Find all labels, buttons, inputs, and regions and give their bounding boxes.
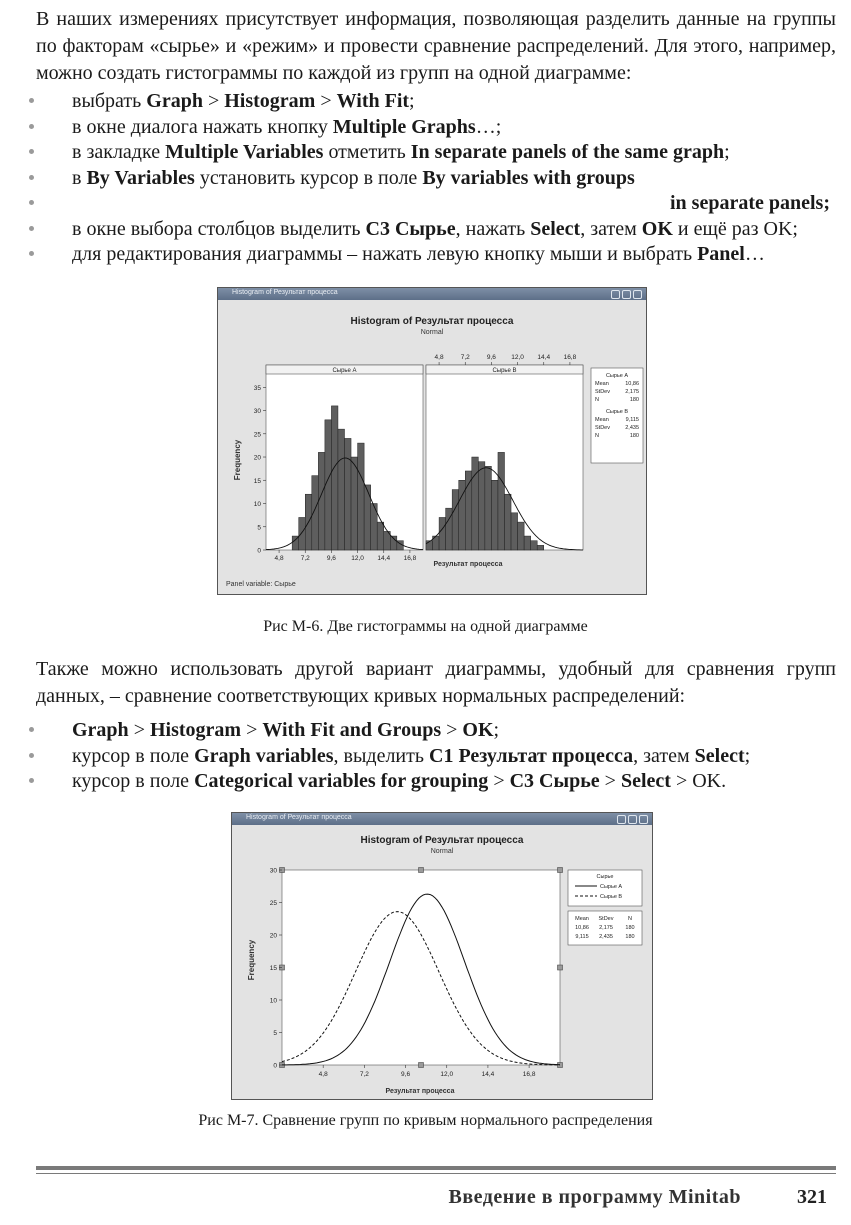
stats-header: Mean — [575, 916, 589, 922]
bullet-icon — [29, 149, 34, 154]
top-tick-label: 12,0 — [511, 354, 524, 361]
top-tick-label: 14,4 — [537, 354, 551, 361]
bold-term: Select — [620, 770, 671, 792]
bold-term: in separate panels; — [670, 192, 830, 214]
step-text: > OK. — [670, 770, 727, 792]
histogram-bar — [511, 513, 518, 550]
page-number: 321 — [797, 1186, 827, 1208]
x-tick-label: 12,0 — [440, 1071, 454, 1078]
step-text: выбрать — [72, 90, 147, 112]
window-titlebar — [218, 288, 646, 300]
window-title: Histogram of Результат процесса — [232, 289, 338, 296]
bullet-icon — [29, 175, 34, 180]
x-axis-label-2: Результат процесса — [385, 1088, 455, 1095]
bottom-tick-label: 9,6 — [326, 555, 336, 562]
legend-stat-value: 180 — [629, 397, 639, 403]
minimize-icon[interactable] — [611, 290, 620, 299]
bullet-icon — [29, 727, 34, 732]
step-item — [28, 744, 838, 770]
bold-term: C1 Результат процесса — [429, 744, 634, 767]
stats-header: N — [628, 916, 632, 922]
legend-stat-name: N — [595, 433, 599, 439]
stats-cell: 10,86 — [575, 925, 589, 931]
chart-subtitle: Normal — [420, 329, 444, 336]
histogram-bar — [345, 438, 352, 550]
step-text: в окне выбора столбцов выделить — [72, 217, 366, 240]
histogram-bar — [338, 429, 345, 550]
histogram-bar — [478, 462, 485, 550]
bullet-icon — [29, 753, 34, 758]
top-tick-label: 4,8 — [434, 354, 444, 361]
histogram-bar — [331, 406, 338, 550]
footer-rule — [36, 1166, 836, 1170]
histogram-bar — [518, 522, 525, 550]
y-tick-label: 30 — [253, 408, 261, 416]
histogram-bar — [351, 457, 358, 550]
bold-term: Select — [530, 217, 581, 240]
legend-stat-name: StDev — [595, 425, 610, 431]
legend-stat-name: Mean — [595, 417, 609, 423]
y-tick-label: 0 — [273, 1062, 277, 1070]
legend-item-b: Сырье B — [600, 894, 623, 900]
stats-cell: 2,435 — [599, 934, 613, 940]
bold-term: Select — [694, 744, 745, 767]
bold-term: Histogram — [149, 719, 242, 741]
step-text: установить курсор в поле — [194, 166, 423, 189]
minimize-icon[interactable] — [617, 815, 626, 824]
stats-cell: 180 — [625, 925, 635, 931]
step-text: ; — [744, 744, 751, 767]
step-text: , выделить — [333, 744, 429, 767]
steps-list-histogram — [28, 89, 838, 268]
step-item — [28, 89, 838, 115]
step-text: > — [315, 90, 337, 112]
bullet-icon — [29, 98, 34, 103]
stats-cell: 2,175 — [599, 925, 613, 931]
bold-term: With Fit and Groups — [262, 719, 442, 741]
step-text: для редактирования диаграммы – нажать левую кнопку мыши и выбрать — [72, 243, 698, 265]
chart-subtitle-2: Normal — [430, 848, 454, 855]
step-text: , затем — [580, 217, 642, 240]
step-text: в — [72, 166, 87, 189]
legend-group-header: Сырье B — [605, 409, 629, 415]
step-text: в окне диалога нажать кнопку — [72, 115, 333, 138]
histogram-chart — [218, 300, 646, 594]
step-text: ; — [493, 719, 500, 741]
step-text: … — [744, 243, 765, 265]
step-text: ; — [409, 90, 415, 112]
bullet-icon — [29, 226, 34, 231]
intro-paragraph: В наших измерениях присутствует информация, позволяющая разделить данные на группы по факторам «сырье» и «режим» и провести сравнение распределений. Для этого, например, можно создать гистограммы по каждой из групп на одной диаграмме: — [36, 8, 836, 84]
y-tick-label: 20 — [253, 454, 261, 462]
step-item — [28, 166, 838, 192]
histogram-bar — [465, 471, 472, 550]
step-item — [28, 191, 838, 217]
y-axis-label: Frequency — [233, 439, 242, 481]
y-tick-label: 10 — [269, 997, 277, 1005]
legend-group-header: Сырье A — [605, 373, 629, 379]
legend-stat-value: 10,86 — [625, 381, 639, 387]
bullet-icon — [29, 778, 34, 783]
figure-normal-curves-window — [231, 812, 653, 1100]
bold-term: C3 Сырье — [509, 770, 600, 792]
bold-term: Graph — [72, 719, 129, 741]
step-text: > — [488, 770, 510, 792]
panel-header-label: Сырье B — [492, 368, 517, 374]
histogram-bar — [472, 457, 479, 550]
window-title-2: Histogram of Результат процесса — [246, 814, 352, 821]
maximize-icon[interactable] — [628, 815, 637, 824]
chart-title-2: Histogram of Результат процесса — [360, 835, 524, 846]
plot-area — [282, 870, 560, 1065]
bullet-icon — [29, 251, 34, 256]
step-text: в закладке — [72, 141, 166, 163]
bold-term: By variables with groups — [422, 166, 635, 189]
y-tick-label: 20 — [269, 932, 277, 940]
y-axis-label-2: Frequency — [247, 939, 256, 981]
bold-term: By Variables — [86, 166, 195, 189]
step-text: > — [241, 719, 263, 741]
selection-handle[interactable] — [558, 965, 563, 970]
legend-stat-name: N — [595, 397, 599, 403]
y-tick-label: 15 — [269, 965, 277, 972]
stats-cell: 9,115 — [575, 934, 589, 940]
figure-2-caption: Рис М-7. Сравнение групп по кривым нормального распределения — [198, 1112, 653, 1129]
step-item — [28, 217, 838, 243]
step-item — [28, 140, 838, 166]
y-tick-label: 30 — [269, 867, 277, 875]
panel-header-label: Сырье A — [332, 368, 357, 374]
figure-1-caption: Рис М-6. Две гистограммы на одной диаграмме — [263, 618, 588, 635]
bullet-icon — [29, 200, 34, 205]
bold-term: OK — [641, 217, 673, 240]
bold-term: Graph — [146, 90, 203, 112]
window-titlebar-2 — [232, 813, 652, 825]
step-text: …; — [475, 115, 502, 138]
histogram-bar — [491, 480, 498, 550]
legend-stat-name: Mean — [595, 381, 609, 387]
bold-term: OK — [462, 719, 494, 741]
x-tick-label: 4,8 — [318, 1071, 328, 1078]
maximize-icon[interactable] — [622, 290, 631, 299]
x-axis-label: Результат процесса — [433, 561, 503, 568]
step-item — [28, 242, 838, 268]
step-text: > — [202, 90, 225, 112]
step-text: > — [441, 719, 463, 741]
top-tick-label: 16,8 — [563, 354, 577, 361]
histogram-bar — [537, 545, 544, 550]
step-item — [28, 769, 838, 795]
legend-stat-value: 180 — [629, 433, 639, 439]
step-item — [28, 718, 838, 744]
top-tick-label: 9,6 — [486, 354, 496, 361]
bottom-tick-label: 7,2 — [300, 555, 310, 562]
histogram-bar — [358, 443, 365, 550]
bottom-tick-label: 4,8 — [274, 555, 284, 562]
step-text: , затем — [633, 744, 695, 767]
selection-handle[interactable] — [419, 1063, 424, 1068]
selection-handle[interactable] — [558, 868, 563, 873]
y-tick-label: 25 — [253, 431, 261, 439]
histogram-bar — [299, 517, 306, 550]
bottom-tick-label: 12,0 — [351, 555, 364, 562]
bullet-icon — [29, 124, 34, 129]
footer-rule-thin — [36, 1173, 836, 1174]
legend-stat-name: StDev — [595, 389, 610, 395]
bold-term: In separate panels of the same graph — [410, 141, 725, 163]
legend-item-a: Сырье A — [600, 884, 623, 890]
bold-term: Multiple Graphs — [332, 115, 476, 138]
bold-term: Histogram — [224, 90, 316, 112]
steps-list-groups — [28, 718, 838, 795]
step-text: отметить — [323, 141, 411, 163]
step-item — [28, 115, 838, 141]
stats-cell: 180 — [625, 934, 635, 940]
histogram-bar — [452, 490, 459, 550]
figure-histograms-window — [217, 287, 647, 595]
histogram-bar — [439, 517, 446, 550]
close-icon[interactable] — [633, 290, 642, 299]
step-text: > — [128, 719, 150, 741]
histogram-bar — [318, 452, 325, 550]
histogram-bar — [377, 522, 384, 550]
step-text: и ещё раз OK; — [672, 217, 798, 240]
legend-title: Сырье — [596, 874, 614, 880]
x-tick-label: 14,4 — [481, 1071, 495, 1078]
y-tick-label: 15 — [253, 477, 261, 485]
legend-stat-value: 2,175 — [625, 389, 639, 395]
legend-stat-value: 9,115 — [625, 417, 639, 423]
y-tick-label: 0 — [257, 547, 261, 555]
middle-paragraph: Также можно использовать другой вариант диаграммы, удобный для сравнения групп данных, – сравнение соответствующих кривых нормальных распределений: — [36, 658, 836, 707]
bold-term: Panel — [697, 243, 745, 265]
bold-term: With Fit — [336, 90, 410, 112]
step-text: , нажать — [455, 217, 531, 240]
step-text: курсор в поле — [72, 744, 195, 767]
stats-header: StDev — [598, 916, 614, 922]
histogram-bar — [531, 541, 538, 550]
bold-term: C3 Сырье — [365, 217, 456, 240]
y-tick-label: 35 — [253, 384, 261, 392]
normal-curves-chart — [232, 825, 652, 1099]
legend-stat-value: 2,435 — [625, 425, 639, 431]
y-tick-label: 5 — [257, 524, 261, 532]
step-text: курсор в поле — [72, 770, 195, 792]
bottom-tick-label: 14,4 — [377, 555, 391, 562]
histogram-bar — [485, 466, 492, 550]
bottom-tick-label: 16,8 — [403, 555, 417, 562]
histogram-bar — [446, 508, 453, 550]
close-icon[interactable] — [639, 815, 648, 824]
y-tick-label: 5 — [273, 1030, 277, 1037]
panel-variable-label: Panel variable: Сырье — [226, 581, 296, 588]
footer-book-title: Введение в программу Minitab — [448, 1186, 741, 1208]
step-text: > — [599, 770, 621, 792]
histogram-bar — [505, 494, 512, 550]
top-tick-label: 7,2 — [460, 354, 470, 361]
y-tick-label: 10 — [253, 501, 261, 509]
selection-handle[interactable] — [419, 868, 424, 873]
y-tick-label: 25 — [269, 900, 277, 907]
histogram-bar — [364, 485, 371, 550]
step-text: ; — [724, 141, 730, 163]
bold-term: Graph variables — [194, 744, 334, 767]
x-tick-label: 9,6 — [401, 1071, 411, 1078]
bold-term: Multiple Variables — [165, 141, 324, 163]
x-tick-label: 16,8 — [522, 1071, 536, 1078]
chart-title: Histogram of Результат процесса — [350, 316, 514, 327]
x-tick-label: 7,2 — [359, 1071, 369, 1078]
bold-term: Categorical variables for grouping — [194, 770, 489, 792]
histogram-bar — [524, 536, 531, 550]
histogram-bar — [498, 452, 505, 550]
